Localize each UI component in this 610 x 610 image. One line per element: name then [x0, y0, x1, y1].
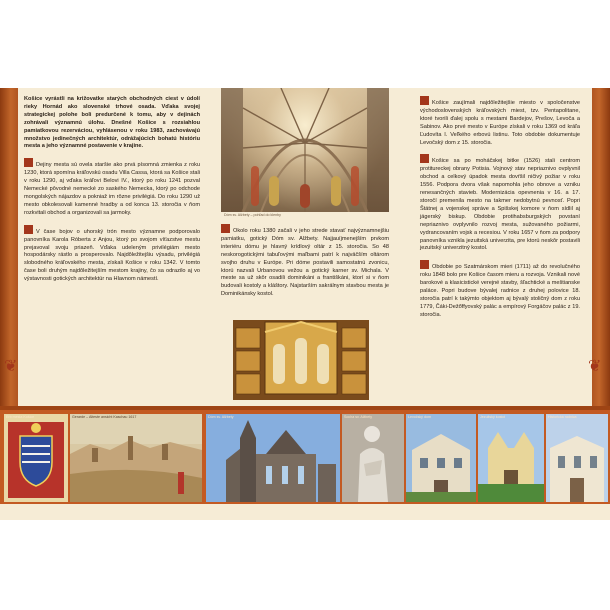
history-text-1: Dejiny mesta sú ovela staršie ako prvá písomná zmienka z roku 1230, ktorá spomína kráľovskú osadu Villa Cassa, ktorá sa Košice stali v roku 1290, aj vďaka kráľovi Belovi IV., ktorý po roku 1241 pozval Nemecké pôvodné nemecké zo saského Nemecka, ktorý po odchode mongolských nájazdov a pokniaž im rôzne privilégiá. Do roku 1290 už mesto obkolesovali kamenné hradby a od konca 13. storočia v ňom rozkvitali obchod a organizovali sa jarmoky. [24, 162, 200, 216]
statue-drawing [342, 414, 404, 502]
vault-photo-caption: Dóm sv. Alžbety – pohľad do klenby [224, 213, 281, 217]
ornament-icon: ❦ [588, 358, 602, 375]
history-paragraph-2 [24, 225, 200, 284]
bullet-square-icon [221, 224, 230, 233]
intro-paragraph: Košice vyrástli na križovatke starých obchodných ciest v údolí rieky Hornád ako slovenské trhové osada. Vďaka svojej strategickej polohe boli predurčené k tomu, aby v dejinách zohrávali významnú úlohu. Dnešné Košice s rozsiahlou pamiatkovou rezerváciou, vyhlásenou v roku 1983, zachovávajú množstvo jedinečných architektúr, odrážajúcich bohatú históriu mesta a jeho významné postavenie v krajine. [24, 96, 200, 150]
old-city-view-drawing [70, 414, 202, 502]
thumbnail-caption: Levočský dom [408, 415, 431, 419]
thumbnail-jesuit-church [478, 414, 544, 502]
left-text-column [24, 96, 200, 291]
altar-photo [233, 320, 369, 400]
town-hall-drawing [546, 414, 608, 502]
bullet-square-icon [24, 158, 33, 167]
bullet-square-icon [24, 225, 33, 234]
thumbnail-statue [342, 414, 404, 502]
pentapolitana-text: Košice zaujímali najdôležitejšie miesto v spoločenstve východoslovenských kráľovských miest, tzv. Pentapolitane, ktoré tvorili ďalej spolu s mestami Bardejov, Prešov, Levoča a Sabinov. Ako prvé mesto v Európe získali v roku 1369 od kráľa Ľudovíta I. Veľkého erbovú listinu. Toto obdobie dokumentuje Levočský dom z 15. storočia. [420, 100, 580, 146]
bullet-square-icon [420, 260, 429, 269]
history-paragraph-1 [24, 158, 200, 217]
thumbnail-caption: Historická radnica [548, 415, 577, 419]
thumbnail-caption: Socha sv. Alžbety [344, 415, 373, 419]
middle-text-column [221, 224, 389, 306]
brochure-spread [0, 88, 610, 520]
thumbnail-coat-of-arms [4, 414, 68, 502]
thumbnail-caption: Erb mesta Košice [6, 415, 35, 419]
thumbnail-levoca-house [406, 414, 476, 502]
szatmar-text: Obdobie po Szatmárskom mieri (1711) až do revolučného roku 1848 bolo pre Košice časom mieru a rozvoja. Vznikali nové barokové a klasicistické verejné stavby, šľachtické a meštianske paláce. Popri budove bývalej radnice z druhej polovice 18. storočia patrí k takýmto objektom aj bývalý stoličný dom z roku 1779, Čáki-Dežőffyovský palác a empírový Forgáčov palác z 19. storočia. [420, 264, 580, 318]
cathedral-text: Okolo roku 1380 začali v jeho strede stavať najvýznamnejšiu pamiatku, gotický Dóm sv. Alžbety. Najjauíjmenejším prvkom interiéru dómu je hlavný krídlový oltár z 15. storočia. So 48 neskorogotickými tabuľovými maľbami patrí k najväčším oltárom svojho druhu v Európe. Pri dóme postavili samostatnú zvonicu, ktorú nazvali Urbanovou vežou a gotický karner sv. Michala. V meste sa už skôr osadili dominikáni a františkáni, ktorí si v ňom budovali kostoly a kláštory. Najstarším sakrálnym stavbou mesta je Dominikánsky kostol. [221, 228, 389, 298]
mohacs-text: Košice sa po moháčskej bitke (1526) stali centrom protitureckej obrany Potisia. Vojnový stav nepriaznivo ovplyvnil obchod a celkový úpadok mesta dovŕšil ničivý požiar v roku 1556. Podpora dvora však napomohla jeho obnove a vzniku renesančných stavieb. Modernizácia opevnenia v 16. a 17. storočí premenila mesto na takmer nedobytnú pevnosť. Popri Štátnej a vojenskej správe a Spišskej komore v ňom sídlil aj jágerský biskup. Obdobie protihabsburgských povstaní nepriaznivo ovplyvnilo rozvoj mesta, sužovaného požiarmi, vydrancovaním vojsk a recesiou. V roku 1657 v ňom za podpory panovníka vznikla jezuitská univerzita, pre ktorú neskôr postavili jezuitský univerzitný kostol. [420, 158, 580, 252]
altar-drawing [233, 320, 369, 400]
bullet-square-icon [420, 96, 429, 105]
ornament-icon: ❦ [4, 358, 18, 375]
thumbnail-town-hall [546, 414, 608, 502]
cathedral-vault-photo [221, 88, 389, 212]
mohacs-paragraph [420, 154, 580, 253]
thumbnail-old-view [70, 414, 202, 502]
pentapolitana-paragraph [420, 96, 580, 147]
vault-ribs-drawing [221, 88, 389, 212]
cathedral-exterior-drawing [206, 414, 340, 502]
right-text-column [420, 96, 580, 327]
thumbnail-caption: Dóm sv. Alžbety [208, 415, 234, 419]
bullet-square-icon [420, 154, 429, 163]
jesuit-church-drawing [478, 414, 544, 502]
cathedral-paragraph [221, 224, 389, 299]
levoca-house-drawing [406, 414, 476, 502]
thumbnail-cathedral [206, 414, 340, 502]
thumbnail-caption: Gerarde – Alteste ansicht Kaschau 1617 [72, 415, 137, 419]
thumbnail-caption: Jezuitský kostol [480, 415, 506, 419]
szatmar-paragraph [420, 260, 580, 319]
history-text-2: V čase bojov o uhorský trón mesto významne podporovalo panovníka Karola Róberta z Anjou, ktorý po svojom víťazstve mestu prejavoval svoju priazeň. Vďaka udeleným privilégiám mesto hospodársky rástlo a prosperovalo. Najdôležitejšiu výsadu, privilégiá slobodného kráľovského mesta, získali Košice v roku 1342. V tomto čase boli druhým najdôležitejším mestom krajiny, čo sa odrazilo aj vo výstavnosti gotických architektúr na Hlavnom námestí. [24, 228, 200, 283]
coat-of-arms-drawing [4, 414, 68, 502]
